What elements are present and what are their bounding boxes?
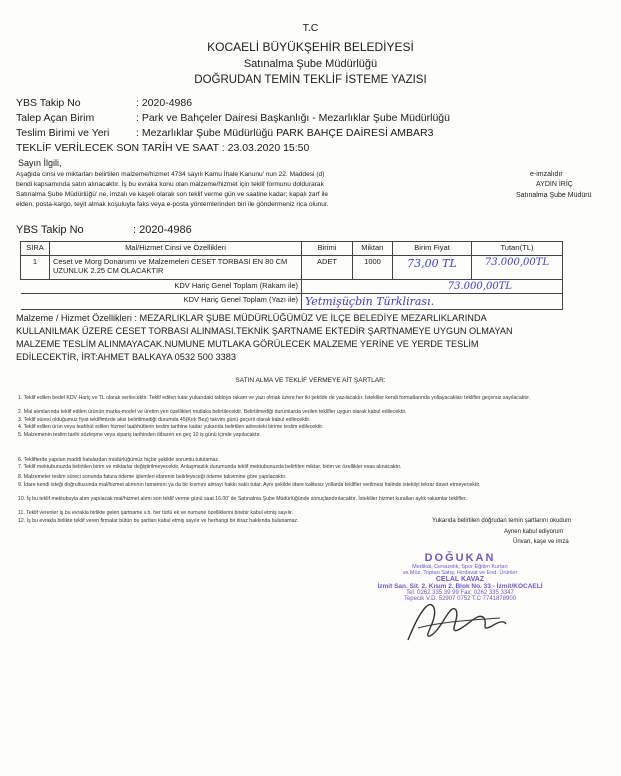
total-text-label: KDV Hariç Genel Toplam (Yazı ile) bbox=[21, 294, 302, 310]
header-sira: SIRA bbox=[21, 242, 50, 256]
document-title: DOĞRUDAN TEMİN TEKLİF İSTEME YAZISI bbox=[194, 74, 427, 86]
table-row bbox=[21, 256, 563, 280]
items-table bbox=[20, 241, 563, 310]
specs-line-3: MALZEME TESLİM ALINMAYACAK.NUMUNE MUTLAKA GÖRÜLECEK MALZEME YERİNE VE YERDE TESLİM bbox=[16, 339, 479, 349]
greeting: Sayın İlgili, bbox=[18, 158, 62, 168]
department-label: Satınalma Şube Müdürlüğü bbox=[243, 58, 378, 70]
row-total: 73.000,00TL bbox=[472, 256, 563, 280]
delivery-value: : Mezarlıklar Şube Müdürlüğü PARK BAHÇE DAİRESİ AMBAR3 bbox=[136, 127, 434, 139]
signer-title: Satınalma Şube Müdürü bbox=[516, 192, 592, 199]
condition-6: 6. Teklifterde yapılan maddi hatalardan müdürlüğümüz hiçbir şekilde sorumlu tutulamaz. bbox=[18, 457, 220, 463]
header-qty: Miktarı bbox=[353, 242, 393, 256]
row-unit-price: 73,00 TL bbox=[393, 256, 472, 280]
row-sira: 1 bbox=[21, 256, 50, 280]
row-qty: 1000 bbox=[353, 256, 393, 280]
signature-scribble bbox=[400, 590, 510, 650]
total-number-row bbox=[21, 280, 563, 294]
ybs-repeat-label: YBS Takip No bbox=[16, 224, 84, 236]
condition-2: 2. Mal alımlarında teklif edilen ürünün marka-model ve üretim yeri özellikleri mutlaka belirtilecektir. Belirtilmediği durumlarda verilen teklifler uygun olarak kabul edilecektir. bbox=[18, 409, 407, 415]
total-number-value: 73.000,00TL bbox=[302, 280, 563, 294]
condition-11: 11. Teklif verenler iş bu evrakla birlikte gelen şartname v.b. her türlü ek ve numune özelliklerini birebir kabul etmiş sayılır. bbox=[18, 510, 294, 516]
specs-line-2: KULLANILMAK ÜZERE CESET TORBASI ALINMASI.TEKNİK ŞARTNAME EKTEDİR ŞARTNAMEYE UYGUN OLMAYAN bbox=[16, 326, 513, 336]
row-description: Ceset ve Morg Donanımı ve Malzemeleri CESET TORBASI EN 80 CM UZUNLUK 2.25 CM OLACAKTIR bbox=[50, 256, 302, 280]
stamp-company-name: DOĞUKAN bbox=[424, 552, 496, 564]
stamp-line-2: ve Müz. Toptan Satış, Hırdavat ve End. Ürünler bbox=[402, 570, 518, 576]
delivery-label: Teslim Birimi ve Yeri bbox=[16, 127, 110, 139]
specs-line-4: EDİLECEKTİR, İRT:AHMET BALKAYA 0532 500 3383 bbox=[16, 352, 236, 362]
total-text-row bbox=[21, 294, 563, 310]
letter-line-2: bendi kapsamında satın alınacaktır. İş bu evraka konu olan malzeme/hizmet için teklif formunu doldurarak bbox=[16, 181, 324, 188]
condition-7: 7. Teklif mektubunuzda belirtilen birim ve miktarlar değiştirilmeyecektir. Anlaşmazlık durumunda teklif mektubunuzda belirtilen miktar, birim ve özellikler esas alınacaktır. bbox=[18, 464, 402, 470]
stamp-tax: Tepecik V.D. 52907 0752 T.C 7741878900 bbox=[403, 596, 517, 602]
accept-line-3: Ünvan, kaşe ve imza bbox=[513, 539, 569, 545]
esign-label: e-imzalıdır bbox=[530, 171, 563, 178]
country-label: T.C bbox=[302, 22, 319, 34]
table-header-row bbox=[21, 242, 563, 256]
letter-line-1: Aşağıda cinsi ve miktarları belirtilen malzeme/hizmet 4734 sayılı Kamu İhale Kanunu' nun 22. Maddesi (d) bbox=[16, 171, 325, 178]
municipality-title: KOCAELİ BÜYÜKŞEHİR BELEDİYESİ bbox=[207, 40, 414, 54]
condition-12: 12. İş bu evrakla birlikte teklif veren firmalar bütün bu şartları kabul etmiş sayılır ve herhangi bir itiraz hakkında bulunamaz. bbox=[18, 518, 299, 524]
conditions-title: SATIN ALMA VE TEKLİF VERMEYE AİT ŞARTLAR: bbox=[235, 377, 386, 384]
header-unit: Birimi bbox=[302, 242, 353, 256]
condition-4: 4. Teklif edilen ürün veya teahhüt edilen hizmet taahhütlerin teslim tarihine kadar yukarıda belirtilen adresteki birime teslim edilecektir. bbox=[18, 424, 324, 430]
header-unit-price: Birim Fiyat bbox=[393, 242, 472, 256]
specs-line-1: Malzeme / Hizmet Özellikleri : MEZARLIKLAR ŞUBE MÜDÜRLÜĞÜMÜZ VE İLÇE BELEDİYE MEZARLIKLARINDA bbox=[16, 313, 487, 323]
condition-1: 1. Teklif edilen bedel KDV Hariç ve TL olarak verilecektir. Teklif edilen tutar yukarıdaki tabloya rakam ve yazı olmak üzere her iki şekilde de yazılacaktır. İstekliler kendi formatlarında yollayacakları teklifler geçersiz sayılacaktır. bbox=[18, 395, 531, 401]
signer-name: AYDIN İRİÇ bbox=[536, 181, 573, 188]
ybs-value: : 2020-4986 bbox=[136, 97, 193, 109]
requester-value: : Park ve Bahçeler Dairesi Başkanlığı - Mezarlıklar Şube Müdürlüğü bbox=[136, 112, 450, 124]
stamp-address: İzmit San. Sit. 2. Kısım 2. Blok No. 33 - İzmit/KOCAELİ bbox=[377, 583, 543, 590]
letter-line-4: elden, posta-kargo, teyit almak koşuluyla faks veya e-posta yöntemlerinden biri ile göndermeniz rica olunur. bbox=[16, 201, 329, 208]
ybs-repeat-value: : 2020-4986 bbox=[133, 224, 192, 236]
row-unit: ADET bbox=[302, 256, 353, 280]
condition-8: 8. Malzemeler teslim süreci sonunda fatura ödeme işlemleri idarenin belirleyeceği ödeme takvimine göre yapılacaktır. bbox=[18, 474, 287, 480]
accept-line-1: Yukarıda belirtilen doğrudan temin şartlarını okudum bbox=[432, 518, 572, 524]
header-description: Mal/Hizmet Cinsi ve Özellikleri bbox=[50, 242, 302, 256]
ybs-label: YBS Takip No bbox=[16, 97, 81, 109]
condition-5: 5. Malzemenin teslim tarihi sözleşme veya sipariş tarihinden itibaren en geç 10 iş günü içinde yapılacaktır. bbox=[18, 432, 261, 438]
requester-label: Talep Açan Birim bbox=[16, 112, 95, 124]
deadline: TEKLİF VERİLECEK SON TARİH VE SAAT : 23.03.2020 15:50 bbox=[16, 142, 310, 154]
header-total: Tutarı(TL) bbox=[472, 242, 563, 256]
condition-3: 3. Teklif süresi olduğumuz fiyat teklifimizde aksi belirtilmediği durumda 45(Kırk Beş) takvim günü geçerli olarak kabul edilecektir. bbox=[18, 417, 311, 423]
letter-line-3: Satınalma Şube Müdürlüğü' ne, imzalı ve kaşeli olarak son teklif verme gün ve saatine kadar; kapalı zarf ile bbox=[16, 191, 329, 198]
total-text-value: Yetmişüçbin Türklirası. bbox=[302, 294, 563, 310]
stamp-line-1: Medikal, Cenazelik, Spor Eğitim Kurtarı bbox=[412, 564, 508, 570]
stamp-owner: CELAL KAVAZ bbox=[435, 576, 485, 583]
condition-9: 9. İdare kendi isteği doğrultusunda mal/hizmet alımının tamamını ya da bir kısmını almayı hakkı saklı tutar. Aynı şekilde idare kalitesiz yollarda teklifler verilmesi halinde istekliyi tekrar davet etmeyecektir. bbox=[18, 482, 481, 488]
condition-10: 10. İş bu teklif mektubuyla alım yapılacak mal/hizmet alımı son teklif verme günü saat 16.00' de Satınalma Şube Müdürlüğünde sonuçlandırılacaktır. İstekliler hizmet kuralları aylık rakamlar teklifler. bbox=[18, 496, 467, 502]
total-number-label: KDV Hariç Genel Toplam (Rakam ile) bbox=[21, 280, 302, 294]
stamp-phone: Tel. 0262 335 39 99 Fax: 0262 335 3347 bbox=[406, 590, 514, 596]
accept-line-2: Aynen kabul ediyorum bbox=[504, 529, 564, 535]
